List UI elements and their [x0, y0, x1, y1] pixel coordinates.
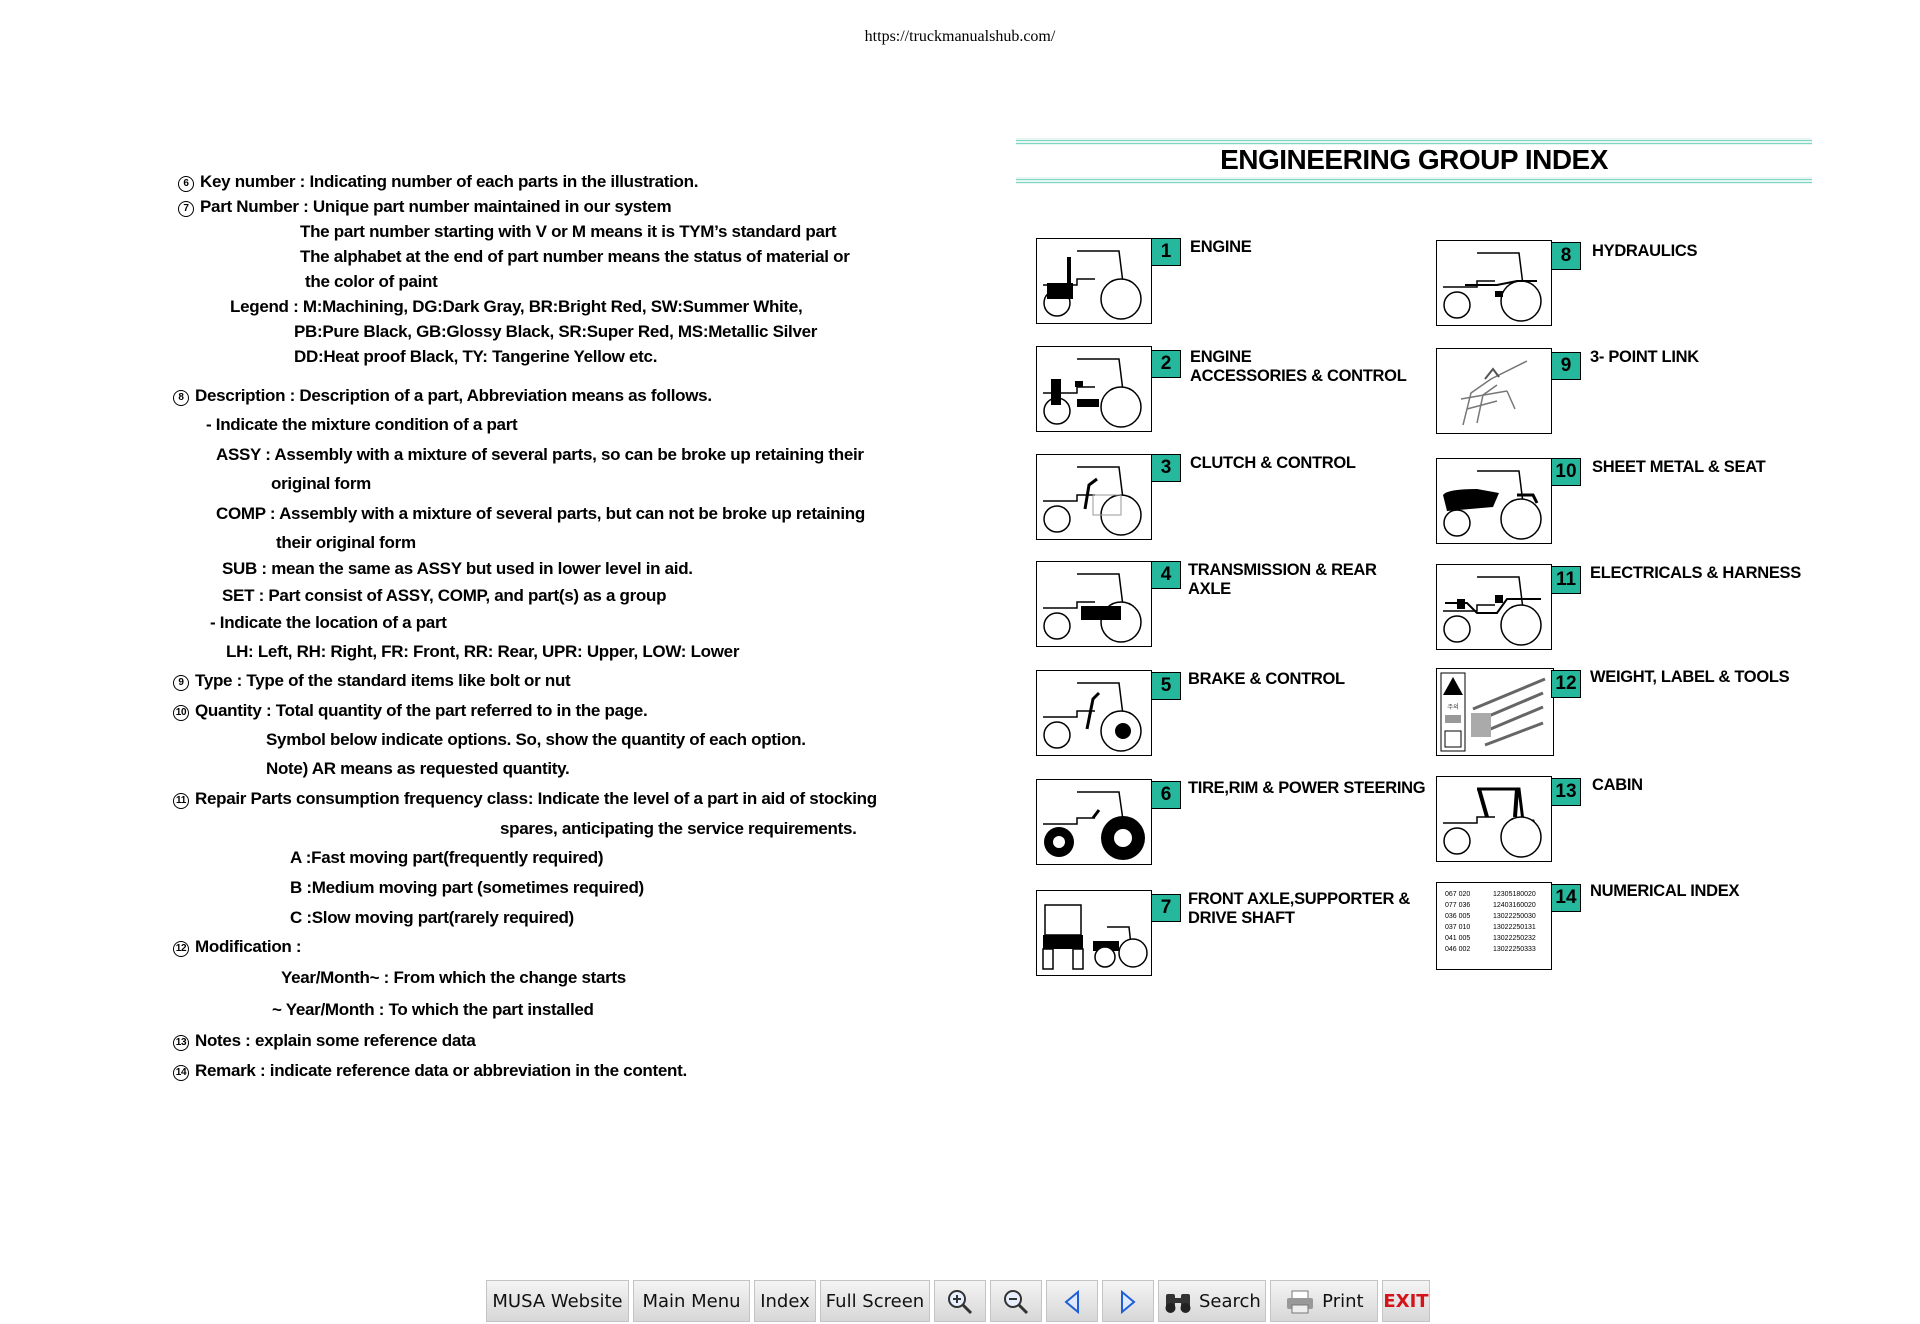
legend-line: Symbol below indicate options. So, show the quantity of each option.: [266, 730, 806, 749]
legend-line: 6 Key number : Indicating number of each parts in the illustration.: [178, 172, 698, 192]
tractor-electricals-icon: [1436, 564, 1552, 650]
index-title-banner: [1016, 138, 1812, 184]
legend-line: 12 Modification :: [173, 937, 301, 957]
legend-line: spares, anticipating the service requirements.: [500, 819, 857, 838]
index-title: ENGINEERING GROUP INDEX: [1220, 144, 1608, 175]
tractor-sheet-metal-icon: [1436, 458, 1552, 544]
legend-line: ASSY : Assembly with a mixture of several parts, so can be broke up retaining their: [216, 445, 864, 464]
prev-page-icon: [1060, 1289, 1084, 1315]
zoom-in-icon: [946, 1288, 974, 1316]
group-label: TRANSMISSION & REAR AXLE: [1188, 561, 1377, 598]
group-label: CABIN: [1592, 776, 1643, 794]
legend-line: The alphabet at the end of part number means the status of material or: [300, 247, 850, 266]
binoculars-icon: [1163, 1290, 1193, 1314]
tractor-engine-icon: [1036, 238, 1152, 324]
circled-number: 12: [173, 941, 189, 957]
group-number-badge: 11: [1551, 566, 1581, 594]
group-label: FRONT AXLE,SUPPORTER & DRIVE SHAFT: [1188, 890, 1410, 927]
print-button[interactable]: Print: [1270, 1280, 1378, 1322]
next-page-icon: [1116, 1289, 1140, 1315]
group-number-badge: 2: [1151, 350, 1181, 378]
legend-line: A :Fast moving part(frequently required): [290, 848, 604, 867]
legend-line: 14 Remark : indicate reference data or abbreviation in the content.: [173, 1061, 687, 1081]
circled-number: 13: [173, 1035, 189, 1051]
legend-line: - Indicate the mixture condition of a part: [206, 415, 518, 434]
group-label: NUMERICAL INDEX: [1590, 882, 1740, 900]
legend-line: 9 Type : Type of the standard items like bolt or nut: [173, 671, 570, 691]
musa-website-button[interactable]: MUSA Website: [486, 1280, 629, 1322]
next-page-button[interactable]: [1102, 1280, 1154, 1322]
legend-line: Legend : M:Machining, DG:Dark Gray, BR:Bright Red, SW:Summer White,: [230, 297, 803, 316]
tractor-cabin-icon: [1436, 776, 1552, 862]
group-number-badge: 13: [1551, 778, 1581, 806]
circled-number: 11: [173, 793, 189, 809]
group-label: SHEET METAL & SEAT: [1592, 458, 1766, 476]
legend-line: The part number starting with V or M means it is TYM’s standard part: [300, 222, 837, 241]
tractor-brake-icon: [1036, 670, 1152, 756]
legend-line: ~ Year/Month : To which the part installed: [272, 1000, 594, 1019]
group-label: BRAKE & CONTROL: [1188, 670, 1345, 688]
three-point-link-icon: [1436, 348, 1552, 434]
numerical-index-icon: 067 020 12305180020 077 036 12403160020 036 005 13022250030 037 010 13022250131 041 005 13022250232 046 002 13022250333: [1436, 882, 1552, 970]
svg-text:주의: 주의: [1447, 704, 1459, 711]
group-number-badge: 1: [1151, 238, 1181, 266]
search-button[interactable]: Search: [1158, 1280, 1266, 1322]
legend-line: 11 Repair Parts consumption frequency class: Indicate the level of a part in aid of stocking: [173, 789, 877, 809]
group-label: ENGINE ACCESSORIES & CONTROL: [1190, 348, 1407, 385]
legend-line: SUB : mean the same as ASSY but used in lower level in aid.: [222, 559, 693, 578]
legend-line: original form: [271, 474, 371, 493]
tractor-hydraulics-icon: [1436, 240, 1552, 326]
legend-line: DD:Heat proof Black, TY: Tangerine Yellow etc.: [294, 347, 658, 366]
circled-number: 9: [173, 675, 189, 691]
circled-number: 14: [173, 1065, 189, 1081]
legend-line: COMP : Assembly with a mixture of several parts, but can not be broke up retaining: [216, 504, 865, 523]
zoom-in-button[interactable]: [934, 1280, 986, 1322]
printer-icon: [1284, 1289, 1316, 1315]
tractor-clutch-icon: [1036, 454, 1152, 540]
group-number-badge: 3: [1151, 454, 1181, 482]
group-number-badge: 14: [1551, 884, 1581, 912]
circled-number: 8: [173, 390, 189, 406]
group-label: CLUTCH & CONTROL: [1190, 454, 1356, 472]
prev-page-button[interactable]: [1046, 1280, 1098, 1322]
legend-line: the color of paint: [305, 272, 438, 291]
circled-number: 7: [178, 201, 194, 217]
group-label: 3- POINT LINK: [1590, 348, 1699, 366]
legend-line: C :Slow moving part(rarely required): [290, 908, 574, 927]
tractor-engine-accessories-icon: [1036, 346, 1152, 432]
legend-line: Year/Month~ : From which the change starts: [281, 968, 626, 987]
group-number-badge: 10: [1551, 458, 1581, 486]
group-number-badge: 7: [1151, 894, 1181, 922]
group-number-badge: 9: [1551, 352, 1581, 380]
legend-line: their original form: [276, 533, 416, 552]
legend-line: 13 Notes : explain some reference data: [173, 1031, 476, 1051]
group-number-badge: 4: [1151, 561, 1181, 589]
legend-line: 8 Description : Description of a part, Abbreviation means as follows.: [173, 386, 712, 406]
main-menu-button[interactable]: Main Menu: [633, 1280, 750, 1322]
legend-line: 7 Part Number : Unique part number maintained in our system: [178, 197, 671, 217]
group-label: ENGINE: [1190, 238, 1252, 256]
index-button[interactable]: Index: [754, 1280, 816, 1322]
group-number-badge: 8: [1551, 242, 1581, 270]
full-screen-button[interactable]: Full Screen: [820, 1280, 930, 1322]
group-label: ELECTRICALS & HARNESS: [1590, 564, 1801, 582]
legend-line: 10 Quantity : Total quantity of the part referred to in the page.: [173, 701, 647, 721]
group-label: HYDRAULICS: [1592, 242, 1698, 260]
legend-line: B :Medium moving part (sometimes required): [290, 878, 644, 897]
zoom-out-button[interactable]: [990, 1280, 1042, 1322]
weight-label-tools-icon: [1436, 668, 1554, 756]
zoom-out-icon: [1002, 1288, 1030, 1316]
group-number-badge: 12: [1551, 670, 1581, 698]
legend-line: SET : Part consist of ASSY, COMP, and part(s) as a group: [222, 586, 667, 605]
group-label: WEIGHT, LABEL & TOOLS: [1590, 668, 1790, 686]
tractor-transmission-icon: [1036, 561, 1152, 647]
legend-line: LH: Left, RH: Right, FR: Front, RR: Rear, UPR: Upper, LOW: Lower: [226, 642, 740, 661]
circled-number: 6: [178, 176, 194, 192]
group-number-badge: 5: [1151, 672, 1181, 700]
legend-line: - Indicate the location of a part: [210, 613, 447, 632]
group-label: TIRE,RIM & POWER STEERING: [1188, 779, 1426, 797]
tractor-front-axle-icon: [1036, 890, 1152, 976]
exit-button[interactable]: EXIT: [1382, 1280, 1430, 1322]
legend-line: Note) AR means as requested quantity.: [266, 759, 570, 778]
page-url: https://truckmanualshub.com/: [864, 28, 1056, 45]
circled-number: 10: [173, 705, 189, 721]
group-number-badge: 6: [1151, 781, 1181, 809]
tractor-tire-icon: [1036, 779, 1152, 865]
legend-line: PB:Pure Black, GB:Glossy Black, SR:Super Red, MS:Metallic Silver: [294, 322, 818, 341]
